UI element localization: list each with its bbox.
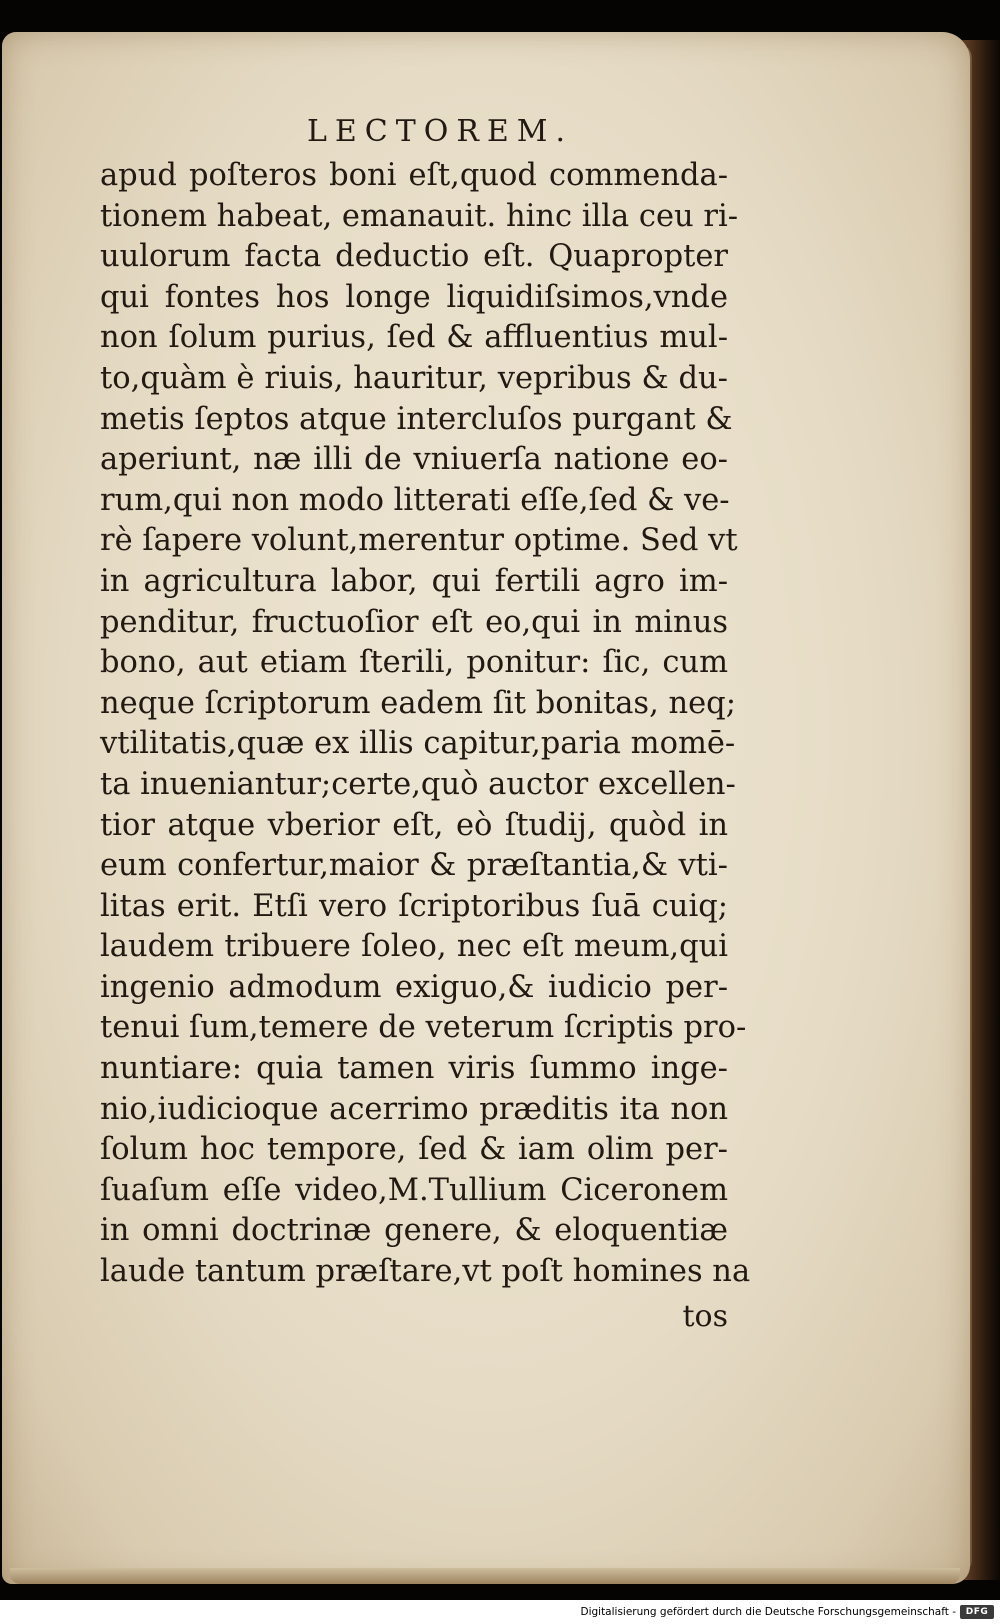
dfg-logo: DFG [960,1605,994,1619]
text-line: in omni doctrinæ genere, & eloquentiæ [100,1213,728,1249]
text-line: non ſolum purius, ſed & affluentius mul- [100,320,728,356]
text-line: eum confertur,maior & præſtantia,& vti- [100,848,728,884]
text-line: metis ſeptos atque intercluſos purgant & [100,401,733,437]
text-line: tenui ſum,temere de veterum ſcriptis pro- [100,1010,747,1046]
text-block [100,110,751,1337]
text-line: in agricultura labor, qui fertili agro im- [100,563,728,599]
text-line: tionem habeat, emanauit. hinc illa ceu ri- [100,198,739,234]
text-line: laude tantum præſtare,vt poſt homines na [100,1254,751,1290]
text-line: apud poſteros boni eſt,quod commenda- [100,158,728,193]
catchword: tos [682,1298,728,1334]
text-line: rè ſapere volunt,merentur optime. Sed vt [100,523,738,559]
page-bottom-edge [10,1568,960,1584]
text-line: bono, aut etiam ſterili, ponitur: ſic, cum [100,645,728,681]
text-line: uulorum facta deductio eſt. Quapropter [100,239,728,275]
text-line: to,quàm è riuis, hauritur, vepribus & du- [100,360,728,396]
text-line: nuntiare: quia tamen viris ſummo inge- [100,1051,728,1087]
digitization-footer [0,1600,1000,1624]
text-line: litas erit. Etſi vero ſcriptoribus ſuā cuiq; [100,888,728,924]
footer-credit: Digitalisierung gefördert durch die Deutsche Forschungsgemeinschaft - [580,1606,956,1618]
body-text [100,156,751,1293]
text-line: qui fontes hos longe liquidiſsimos,vnde [100,279,728,315]
text-line: ta inueniantur;certe,quò auctor excellen- [100,766,736,802]
text-line: aperiunt, næ illi de vniuerſa natione eo- [100,442,728,478]
text-line: ſolum hoc tempore, ſed & iam olim per- [100,1132,728,1168]
running-head: LECTOREM. [306,114,574,149]
text-line: laudem tribuere ſoleo, nec eſt meum,qui [100,929,728,965]
text-line: vtilitatis,quæ ex illis capitur,paria momē- [100,726,736,762]
text-line: neque ſcriptorum eadem ſit bonitas, neq; [100,685,736,721]
text-line: penditur, fructuoſior eſt eo,qui in minus [100,604,728,640]
text-line: ſuaſum eſſe video,M.Tullium Ciceronem [100,1172,728,1208]
text-line: tior atque vberior eſt, eò ſtudij, quòd in [100,807,728,843]
text-line: rum,qui non modo litterati eſſe,ſed & ve- [100,482,730,518]
text-line: ingenio admodum exiguo,& iudicio per- [100,969,728,1005]
text-line: nio,iudicioque acerrimo præditis ita non [100,1091,728,1127]
